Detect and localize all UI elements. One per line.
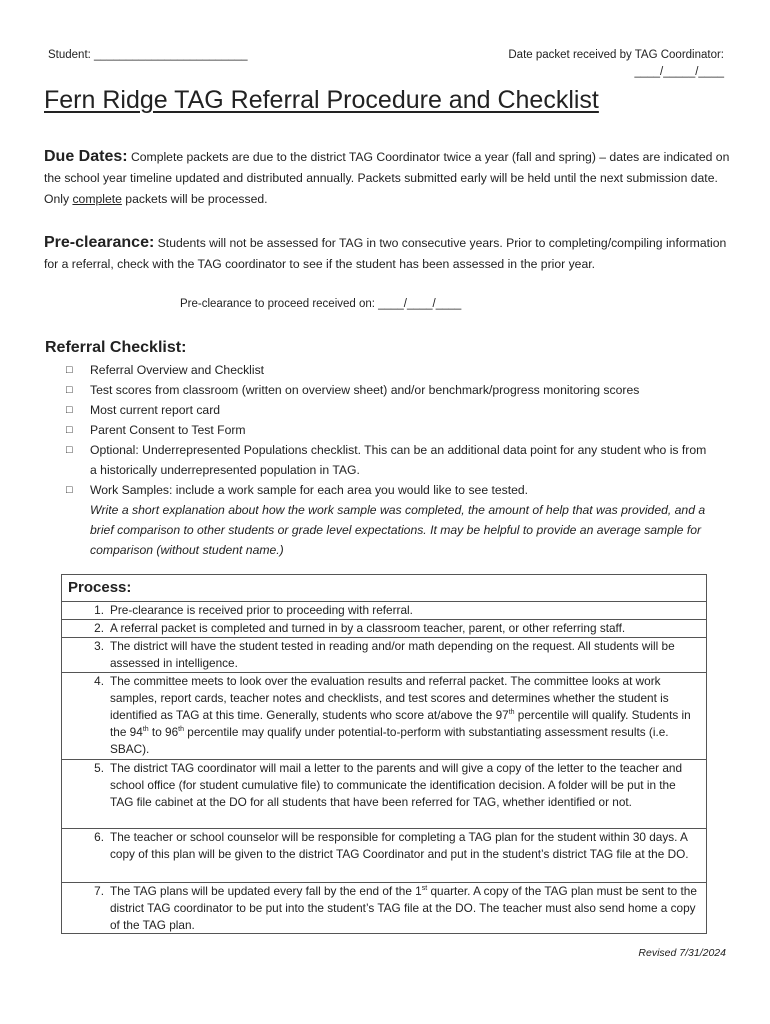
checklist-item-label: Optional: Underrepresented Populations checklist. This can be an additional data point for any student who is from a historically underrepresented population in TAG. — [90, 443, 707, 477]
checkbox-icon[interactable]: □ — [66, 364, 73, 376]
due-dates-paragraph — [44, 146, 734, 210]
pre-clearance-received-line: Pre-clearance to proceed received on: ____/____/____ — [180, 298, 462, 310]
step-text: The district TAG coordinator will mail a letter to the parents and will give a copy of the letter to the teacher and school office (for student cumulative file) to communicate the identification decision. A folder will be put in the TAG file cabinet at the DO for all students that have been referred for TAG, whether identified or not. — [110, 761, 682, 809]
checklist-item — [66, 380, 716, 400]
checklist-item-label: Parent Consent to Test Form — [90, 423, 246, 437]
process-heading: Process: — [62, 575, 706, 602]
process-step — [62, 620, 706, 638]
step-number: 7. — [94, 884, 104, 898]
process-step — [62, 673, 706, 760]
date-received-blank: ____/_____/____ — [634, 66, 724, 78]
checklist-item — [66, 420, 716, 440]
checklist-item — [66, 480, 716, 500]
pre-clearance-text: Students will not be assessed for TAG in two consecutive years. Prior to completing/compiling information for a referral, check with the TAG coordinator to see if the student has been assessed in the prior year. — [44, 236, 727, 271]
checkbox-icon[interactable]: □ — [66, 484, 73, 496]
checkbox-icon[interactable]: □ — [66, 424, 73, 436]
work-sample-note: Write a short explanation about how the work sample was completed, the amount of help that was provided, and a brief comparison to other students or grade level expectations. It may be helpful to provide an average sample for comparison (without student name.) — [90, 503, 706, 557]
checkbox-icon[interactable]: □ — [66, 404, 73, 416]
step-text: The teacher or school counselor will be responsible for completing a TAG plan for the student within 30 days. A copy of this plan will be given to the district TAG Coordinator and put in the student’s district TAG file at the DO. — [110, 830, 689, 861]
referral-checklist — [66, 360, 716, 560]
step-text: A referral packet is completed and turned in by a classroom teacher, parent, or other referring staff. — [110, 621, 626, 635]
checklist-item — [66, 400, 716, 420]
date-received-label: Date packet received by TAG Coordinator: — [508, 49, 724, 61]
step-text: The committee meets to look over the evaluation results and referral packet. The committee looks at work samples, report cards, teacher notes and checklists, and test scores and determines whether the student is identified as TAG at this time. Generally, students who score at/above the 97th percentile will qualify. Students in the 94th to 96th percentile may qualify under potential-to-perform with substantiating assessment results (i.e. SBAC). — [110, 674, 691, 756]
process-step — [62, 602, 706, 620]
checklist-item-label: Work Samples: include a work sample for each area you would like to see tested. — [90, 483, 529, 497]
due-dates-text: Complete packets are due to the district TAG Coordinator twice a year (fall and spring) – dates are indicated on the school year timeline updated and distributed annually. Packets submitted early will be held until the next submission date. Only — [44, 150, 730, 206]
checklist-item — [66, 440, 716, 480]
checkbox-icon[interactable]: □ — [66, 444, 73, 456]
checkbox-icon[interactable]: □ — [66, 384, 73, 396]
student-name-field: Student: ________________________ — [48, 49, 248, 61]
step-number: 3. — [94, 639, 104, 653]
checklist-item-label: Most current report card — [90, 403, 221, 417]
step-number: 6. — [94, 830, 104, 844]
revised-date: Revised 7/31/2024 — [638, 947, 726, 959]
process-step — [62, 638, 706, 673]
process-table — [61, 574, 707, 934]
process-step — [62, 829, 706, 883]
due-dates-underlined: complete — [72, 192, 122, 206]
page-title: Fern Ridge TAG Referral Procedure and Checklist — [44, 86, 599, 114]
checklist-item-label: Test scores from classroom (written on overview sheet) and/or benchmark/progress monitoring scores — [90, 383, 640, 397]
checklist-item — [66, 360, 716, 380]
step-number: 1. — [94, 603, 104, 617]
step-text: Pre-clearance is received prior to proceeding with referral. — [110, 603, 413, 617]
due-dates-heading: Due Dates: — [44, 148, 128, 165]
step-number: 2. — [94, 621, 104, 635]
step-text: The district will have the student tested in reading and/or math depending on the request. All students will be assessed in intelligence. — [110, 639, 675, 670]
process-step — [62, 883, 706, 933]
step-number: 5. — [94, 761, 104, 775]
process-step — [62, 760, 706, 829]
due-dates-text-end: packets will be processed. — [121, 192, 268, 206]
pre-clearance-paragraph — [44, 232, 734, 275]
pre-clearance-heading: Pre-clearance: — [44, 234, 155, 251]
step-text: The TAG plans will be updated every fall by the end of the 1st quarter. A copy of the TAG plan must be sent to the district TAG coordinator to be put into the student’s TAG file at the DO. The teacher must also send home a copy of the TAG plan. — [110, 884, 697, 932]
checklist-item-label: Referral Overview and Checklist — [90, 363, 265, 377]
step-number: 4. — [94, 674, 104, 688]
referral-checklist-heading: Referral Checklist: — [45, 339, 187, 356]
